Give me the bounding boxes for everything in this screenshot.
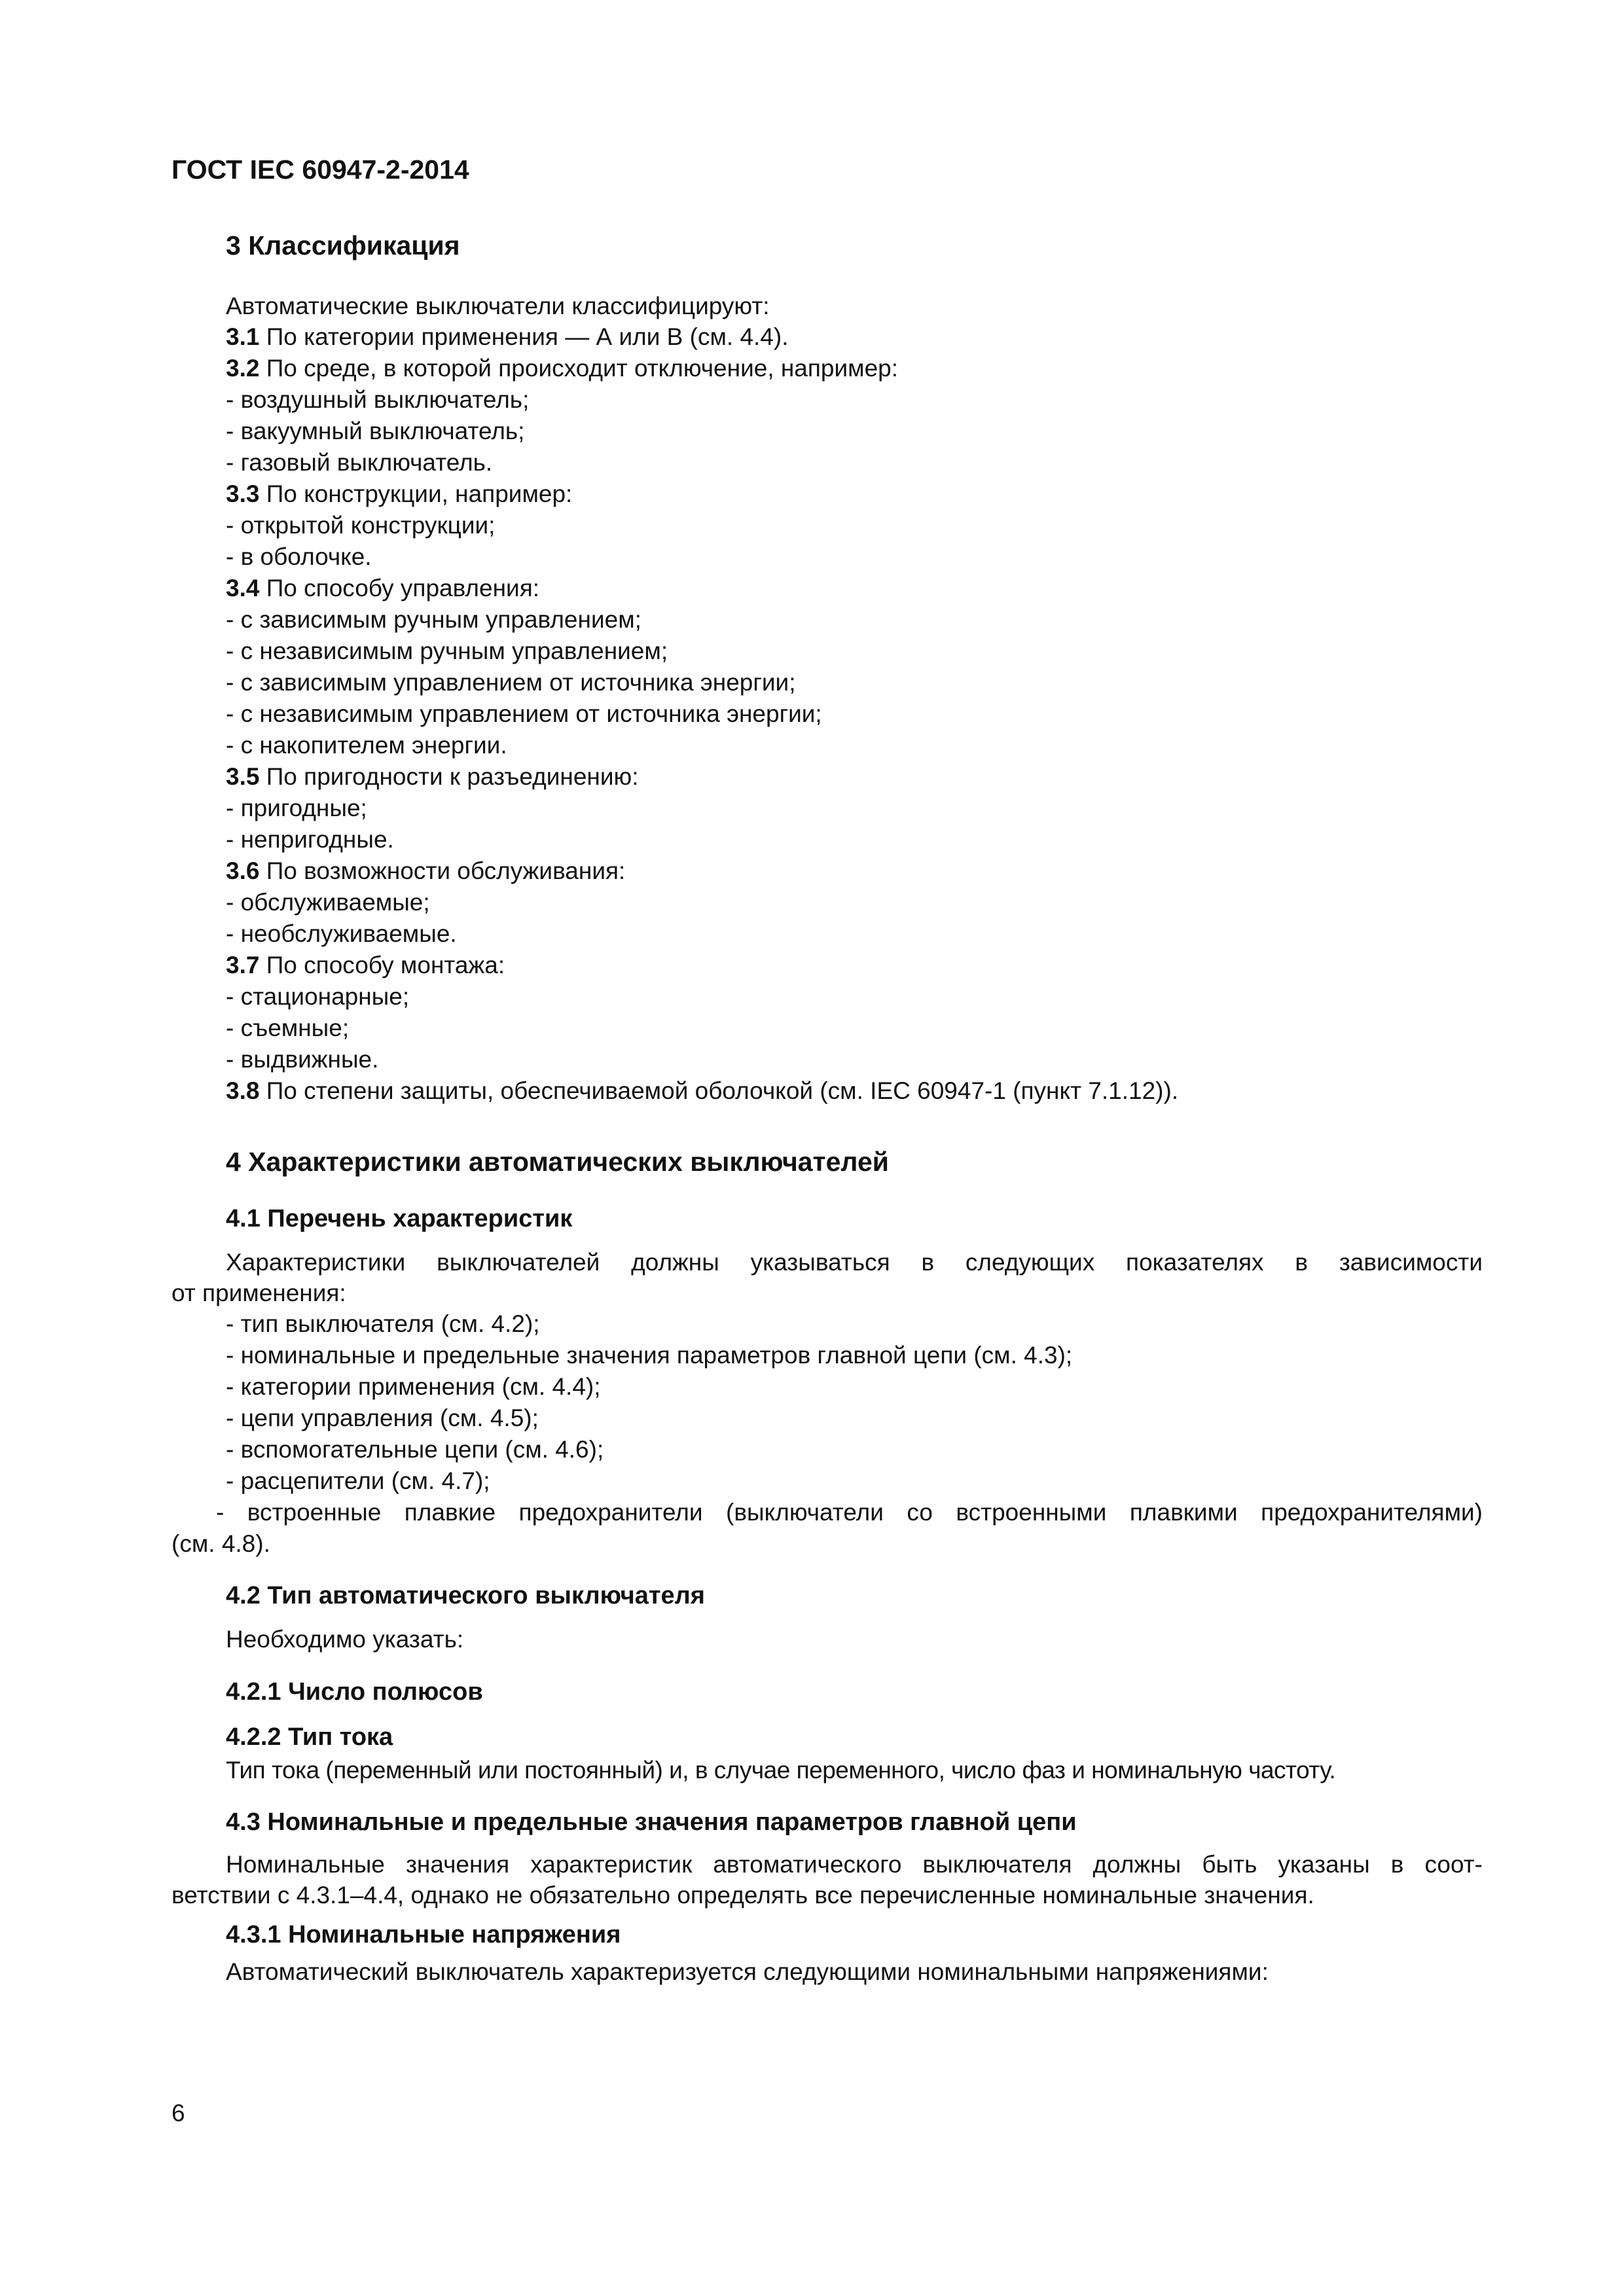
- item-text: По среде, в которой происходит отключение, например:: [259, 355, 899, 382]
- list-item: - обслуживаемые;: [226, 889, 430, 916]
- item-text: По конструкции, например:: [259, 480, 573, 507]
- list-item: - выдвижные.: [226, 1046, 379, 1073]
- list-item: - с независимым ручным управлением;: [226, 637, 668, 664]
- item-3-5: [226, 762, 639, 792]
- item-number: 3.8: [226, 1077, 260, 1104]
- list-item-continuation: (см. 4.8).: [171, 1530, 270, 1557]
- list-item: - необслуживаемые.: [226, 920, 457, 947]
- section-4-2-2-title: 4.2.2 Тип тока: [226, 1723, 393, 1751]
- item-3-8: [226, 1076, 1178, 1106]
- item-3-7: [226, 950, 505, 980]
- item-3-1: [226, 322, 788, 352]
- item-3-2: [226, 353, 898, 384]
- item-number: 3.4: [226, 575, 260, 601]
- list-item: - пригодные;: [226, 795, 367, 821]
- section-4-1-paragraph-line: от применения:: [171, 1280, 346, 1306]
- list-item: - с независимым управлением от источника энергии;: [226, 700, 822, 727]
- list-item: - стационарные;: [226, 983, 410, 1010]
- section-3-intro: Автоматические выключатели классифицируют:: [226, 293, 770, 319]
- item-3-6: [226, 856, 625, 886]
- list-item: - вакуумный выключатель;: [226, 418, 525, 444]
- section-4-3-title: 4.3 Номинальные и предельные значения параметров главной цепи: [226, 1808, 1077, 1836]
- list-item: - встроенные плавкие предохранители (выключатели со встроенными плавкими предохранителями): [216, 1499, 1483, 1526]
- item-text: По степени защиты, обеспечиваемой оболочкой (см. IEC 60947-1 (пункт 7.1.12)).: [259, 1077, 1179, 1104]
- item-number: 3.6: [226, 857, 260, 884]
- list-item: - съемные;: [226, 1014, 350, 1041]
- section-4-3-paragraph-line: ветствии с 4.3.1–4.4, однако не обязательно определять все перечисленные номинальные значения.: [171, 1882, 1314, 1909]
- item-number: 3.3: [226, 480, 260, 507]
- item-text: По категории применения — А или В (см. 4.4).: [259, 323, 789, 350]
- section-4-3-1-paragraph: Автоматический выключатель характеризуется следующими номинальными напряжениями:: [226, 1958, 1269, 1985]
- list-item: - газовый выключатель.: [226, 449, 493, 476]
- list-item: - с зависимым управлением от источника энергии;: [226, 669, 796, 696]
- item-3-3: [226, 479, 572, 509]
- section-4-2-1-title: 4.2.1 Число полюсов: [226, 1678, 483, 1706]
- list-item: - вспомогательные цепи (см. 4.6);: [226, 1436, 604, 1463]
- item-text: По способу монтажа:: [259, 952, 505, 978]
- list-item: - тип выключателя (см. 4.2);: [226, 1310, 540, 1337]
- list-item: - цепи управления (см. 4.5);: [226, 1405, 539, 1431]
- list-item: - с зависимым ручным управлением;: [226, 606, 641, 633]
- item-number: 3.7: [226, 952, 260, 978]
- section-4-3-paragraph-line: Номинальные значения характеристик автоматического выключателя должны быть указаны в соот-: [226, 1851, 1483, 1878]
- section-4-2-2-paragraph: Тип тока (переменный или постоянный) и, в случае переменного, число фаз и номинальную частоту.: [226, 1757, 1336, 1784]
- section-4-2-title: 4.2 Тип автоматического выключателя: [226, 1582, 705, 1609]
- list-item: - расцепители (см. 4.7);: [226, 1467, 490, 1494]
- list-item: - непригодные.: [226, 826, 394, 853]
- item-text: По возможности обслуживания:: [259, 857, 626, 884]
- list-item: - воздушный выключатель;: [226, 386, 530, 413]
- list-item: - категории применения (см. 4.4);: [226, 1373, 601, 1400]
- item-text: По пригодности к разъединению:: [259, 763, 639, 790]
- section-3-title: 3 Классификация: [226, 230, 460, 260]
- section-4-1-paragraph-line: Характеристики выключателей должны указываться в следующих показателях в зависимости: [226, 1249, 1483, 1276]
- item-number: 3.1: [226, 323, 260, 350]
- section-4-1-title: 4.1 Перечень характеристик: [226, 1205, 573, 1232]
- list-item: - открытой конструкции;: [226, 512, 496, 539]
- item-3-4: [226, 573, 539, 603]
- item-number: 3.5: [226, 763, 260, 790]
- section-4-2-paragraph: Необходимо указать:: [226, 1626, 464, 1653]
- section-4-3-1-title: 4.3.1 Номинальные напряжения: [226, 1921, 621, 1948]
- list-item: - номинальные и предельные значения параметров главной цепи (см. 4.3);: [226, 1342, 1073, 1369]
- item-text: По способу управления:: [259, 575, 540, 601]
- list-item: - с накопителем энергии.: [226, 732, 507, 759]
- page-number: 6: [171, 2100, 185, 2126]
- list-item: - в оболочке.: [226, 543, 372, 570]
- item-number: 3.2: [226, 355, 260, 382]
- document-code: ГОСТ IEC 60947-2-2014: [171, 154, 469, 185]
- section-4-title: 4 Характеристики автоматических выключателей: [226, 1147, 889, 1177]
